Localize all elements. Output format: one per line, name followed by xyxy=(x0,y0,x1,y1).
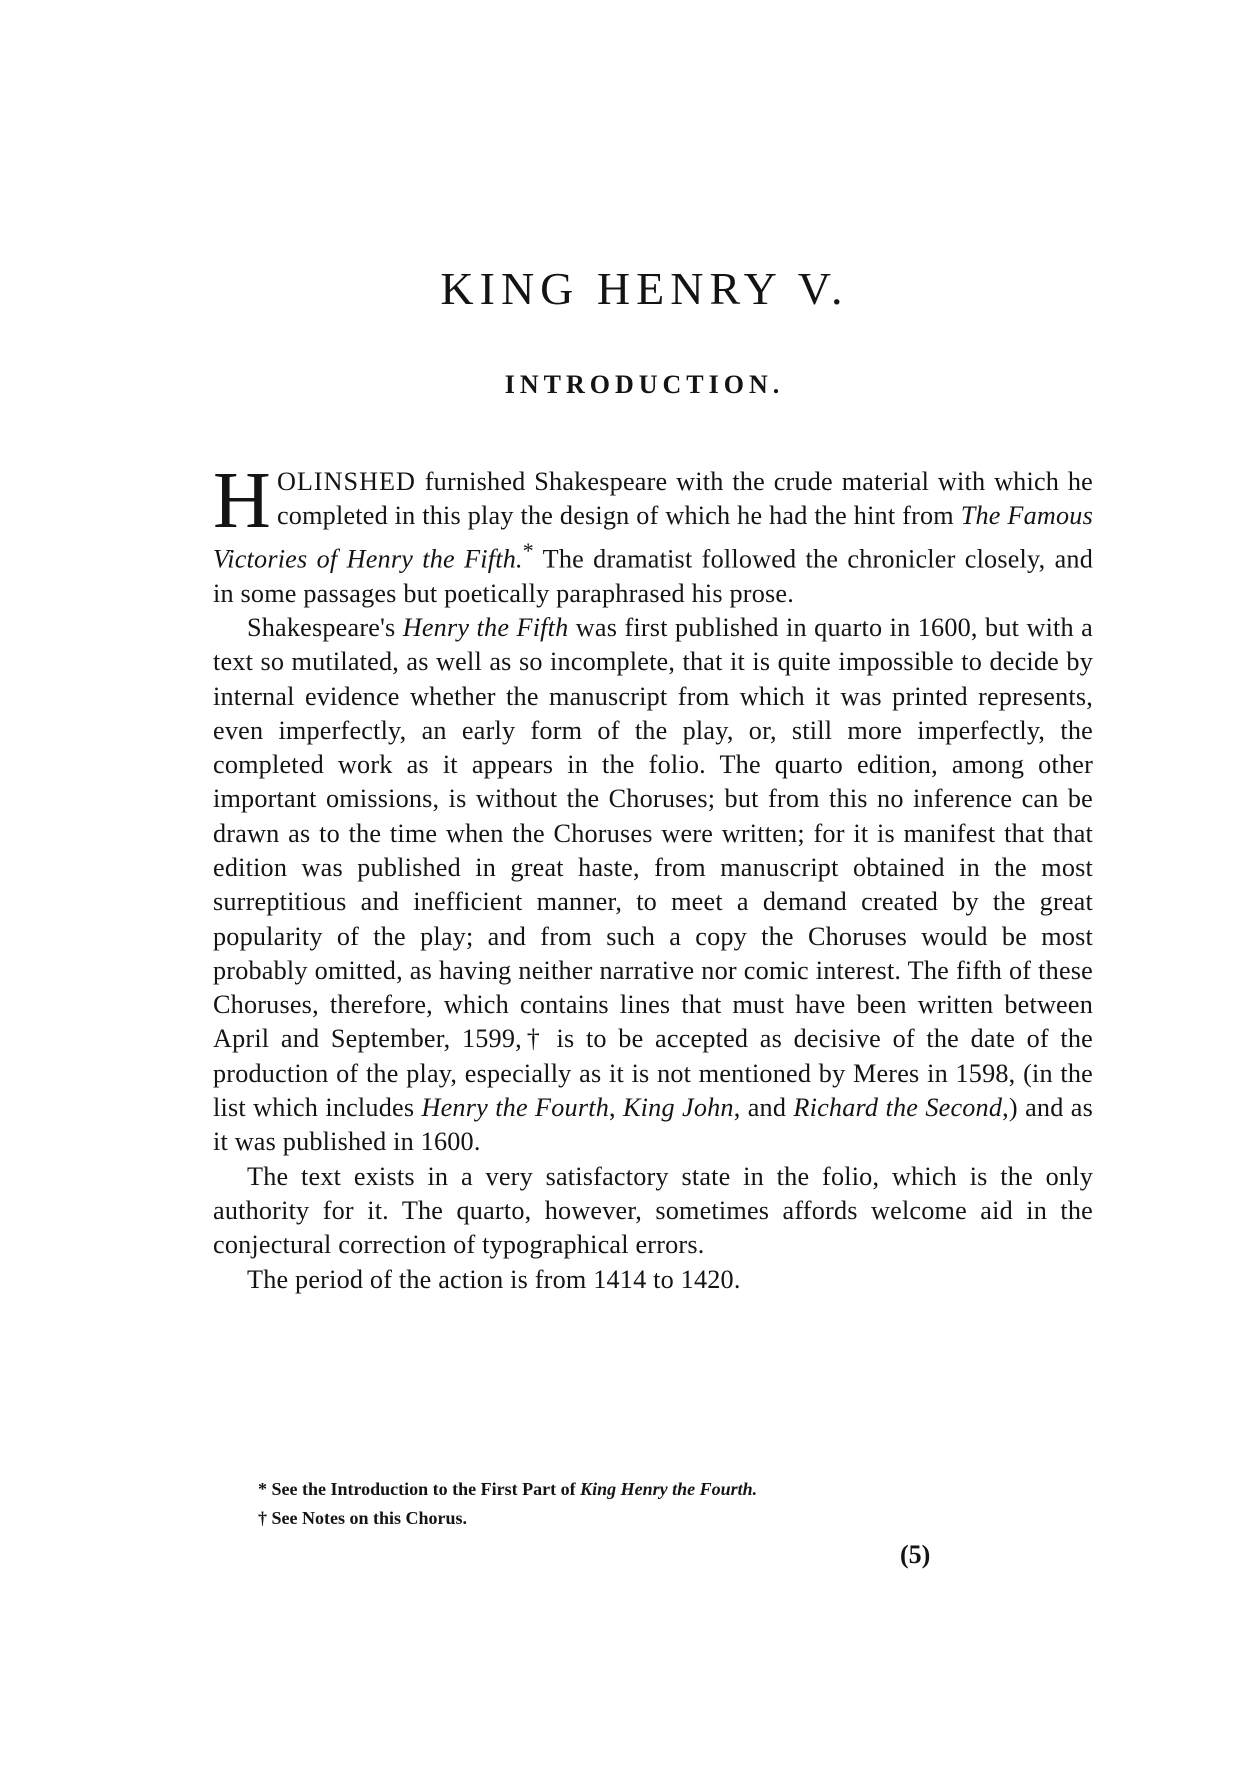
paragraph-2-italic-b: Henry the Fourth xyxy=(421,1093,609,1123)
footnote-2-mark: † xyxy=(258,1508,267,1528)
footnote-1-text: See the Introduction to the First Part of xyxy=(267,1479,581,1499)
footnotes xyxy=(258,1475,1078,1533)
footnote-1-mark: * xyxy=(258,1479,267,1499)
paragraph-1-text-b: The dramatist followed the chronicler closely, and in some passages but poetically paraphrased his prose. xyxy=(213,544,1093,608)
page-number: (5) xyxy=(900,1540,931,1569)
footnote-2-text: See Notes on this Chorus. xyxy=(267,1508,468,1528)
paragraph-2-text-b: was first published in quarto in 1600, but with a text so mutilated, as well as so incomplete, that it is quite impossible to decide by internal evidence whether the manuscript from which it was printed represents, even imperfectly, an early form of the play, or, still more imperfectly, the completed work as it appears in the folio. The quarto edition, among other important omissions, is without the Choruses; but from this no inference can be drawn as to the time when the Choruses were written; for it is manifest that that edition was published in great haste, from manuscript obtained in the most surreptitious and inefficient manner, to meet a demand created by the great popularity of the play; and from such a copy the Choruses would be most probably omitted, as having neither narrative nor comic interest. The fifth of these Choruses, therefore, which contains lines that must have been written between April and September, 1599, xyxy=(213,612,1093,1054)
paragraph-1-text-a: furnished Shakespeare with the crude material with which he completed in this play the design of which he had the hint from xyxy=(276,467,1093,531)
footnote-1 xyxy=(258,1475,1078,1504)
paragraph-1-italic-a: The Famous Victories of Henry the Fifth. xyxy=(213,501,1093,574)
paragraph-2-text-a: Shakespeare's xyxy=(247,612,403,642)
footnote-2 xyxy=(258,1504,1078,1533)
section-heading: INTRODUCTION. xyxy=(504,370,785,399)
paragraph-2-text-f: ,) and as it was published in 1600. xyxy=(213,1093,1093,1157)
paragraph-2-text-d: , xyxy=(609,1093,624,1123)
paragraph-2-italic-d: Richard the Second xyxy=(793,1093,1003,1123)
footnote-ref-1: * xyxy=(522,538,534,563)
page-title: KING HENRY V. xyxy=(440,263,849,314)
footnote-1-italic: King Henry the Fourth. xyxy=(580,1479,758,1499)
body-text xyxy=(213,457,1094,1297)
lead-word: OLINSHED xyxy=(276,467,416,496)
paragraph-2-text-c: is to be accepted as decisive of the date of the production of the play, especially as it is not mentioned by Meres in 1598, (in the list which includes xyxy=(213,1024,1094,1123)
paragraph-2-italic-a: Henry the Fifth xyxy=(402,612,569,642)
paragraph-3: The text exists in a very satisfactory state in the folio, which is the only authority for it. The quarto, however, sometimes affords welcome aid in the conjectural correction of typographical errors. xyxy=(213,1161,1093,1260)
paragraph-1 xyxy=(213,457,1093,611)
paragraph-2-text-e: , and xyxy=(733,1093,794,1123)
footnote-ref-2: † xyxy=(521,1024,545,1054)
drop-cap: H xyxy=(213,457,271,545)
paragraph-2-italic-c: King John xyxy=(623,1093,734,1123)
paragraph-2 xyxy=(213,611,1093,1160)
paragraph-4: The period of the action is from 1414 to 1420. xyxy=(247,1264,741,1294)
